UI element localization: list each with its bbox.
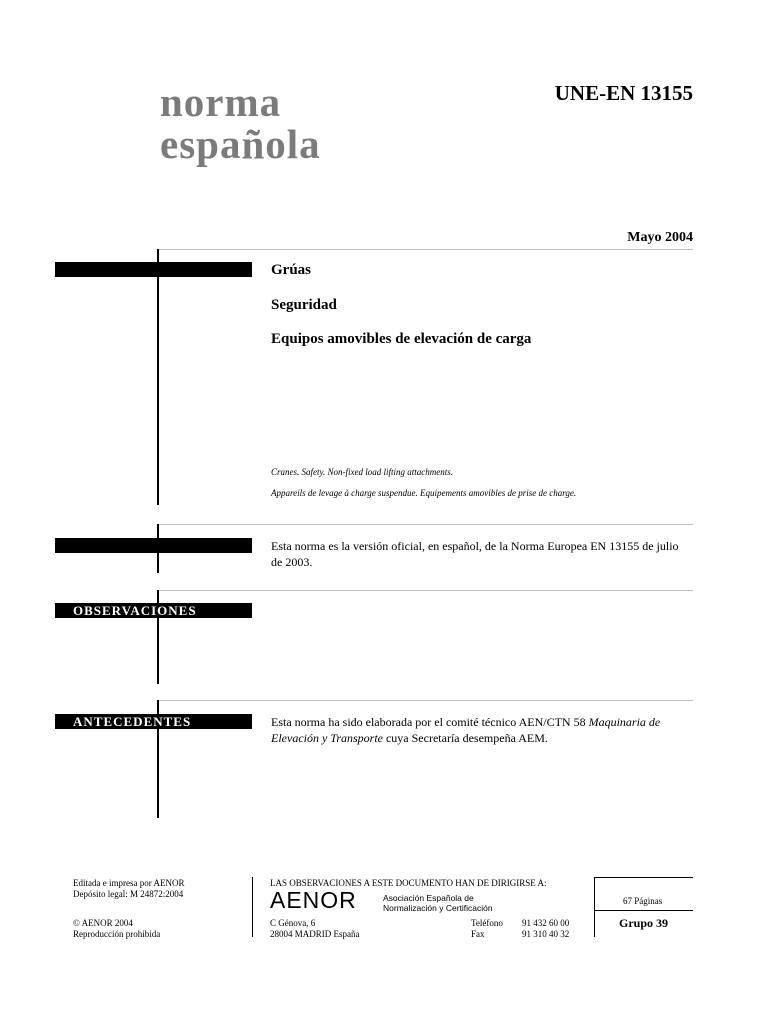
brand-espanola: española — [160, 121, 321, 167]
footer-rule-left — [252, 877, 253, 937]
footer-address2: 28004 MADRID España — [270, 929, 360, 939]
footer-pages: 67 Páginas — [623, 896, 663, 906]
antecedentes-text-b: cuya Secretaría desempeña AEM. — [382, 731, 548, 745]
aenor-subtitle-1: Asociación Española de — [383, 893, 474, 903]
publication-date: Mayo 2004 — [627, 230, 693, 245]
footer-rule-right — [594, 877, 595, 937]
footer-grupo: Grupo 39 — [619, 916, 669, 930]
title-english: Cranes. Safety. Non-fixed load lifting attachments. — [271, 467, 453, 477]
antecedentes-bar — [55, 714, 252, 729]
brand-norma: norma — [160, 79, 282, 125]
title-seguridad: Seguridad — [271, 297, 337, 313]
footer-tel-value: 91 432 60 00 — [522, 918, 570, 928]
observaciones-bar — [55, 603, 252, 618]
title-equipos: Equipos amovibles de elevación de carga — [271, 331, 532, 347]
footer-edited: Editada e impresa por AENOR — [73, 878, 185, 888]
divider-antecedentes — [158, 700, 693, 701]
footer-observaciones-dirigir: LAS OBSERVACIONES A ESTE DOCUMENTO HAN DE DIRIGIRSE A: — [270, 878, 547, 888]
divider-top — [158, 249, 693, 250]
antecedentes-italic2: Elevación y Transporte — [271, 731, 383, 745]
footer-top-rule-right — [594, 877, 693, 878]
antecedentes-text — [271, 714, 693, 746]
antecedentes-text-a: Esta norma ha sido elaborada por el comité técnico AEN/CTN 58 — [271, 715, 589, 729]
divider-correspondence — [158, 524, 693, 525]
divider-observaciones — [158, 590, 693, 591]
footer-fax-label: Fax — [471, 929, 485, 939]
title-gruas: Grúas — [271, 262, 312, 278]
antecedentes-italic1: Maquinaria de — [588, 715, 661, 729]
antecedentes-label: ANTECEDENTES — [73, 714, 192, 729]
footer-mid-rule-right — [594, 910, 693, 911]
correspondence-line1: Esta norma es la versión oficial, en español, de la Norma Europea EN 13155 de julio — [271, 539, 679, 553]
correspondence-line2: de 2003. — [271, 555, 313, 569]
title-french: Appareils de levage à charge suspendue. Equipements amovibles de prise de charge. — [271, 488, 577, 498]
aenor-logo: AENOR — [270, 887, 357, 913]
footer-address1: C Génova, 6 — [270, 918, 316, 928]
footer-reproduccion: Reproducción prohibida — [73, 929, 161, 939]
footer-fax-value: 91 310 40 32 — [522, 929, 570, 939]
correspondence-text — [271, 538, 693, 570]
footer-deposito: Depósito legal: M 24872:2004 — [73, 889, 184, 899]
footer-copyright: © AENOR 2004 — [73, 918, 133, 928]
title-bar — [55, 262, 252, 277]
standard-code: UNE-EN 13155 — [554, 81, 693, 105]
footer-tel-label: Teléfono — [471, 918, 503, 928]
vertical-rule-titles — [157, 249, 159, 505]
aenor-subtitle-2: Normalización y Certificación — [383, 903, 493, 913]
observaciones-label: OBSERVACIONES — [73, 603, 197, 618]
correspondence-bar — [55, 538, 252, 553]
